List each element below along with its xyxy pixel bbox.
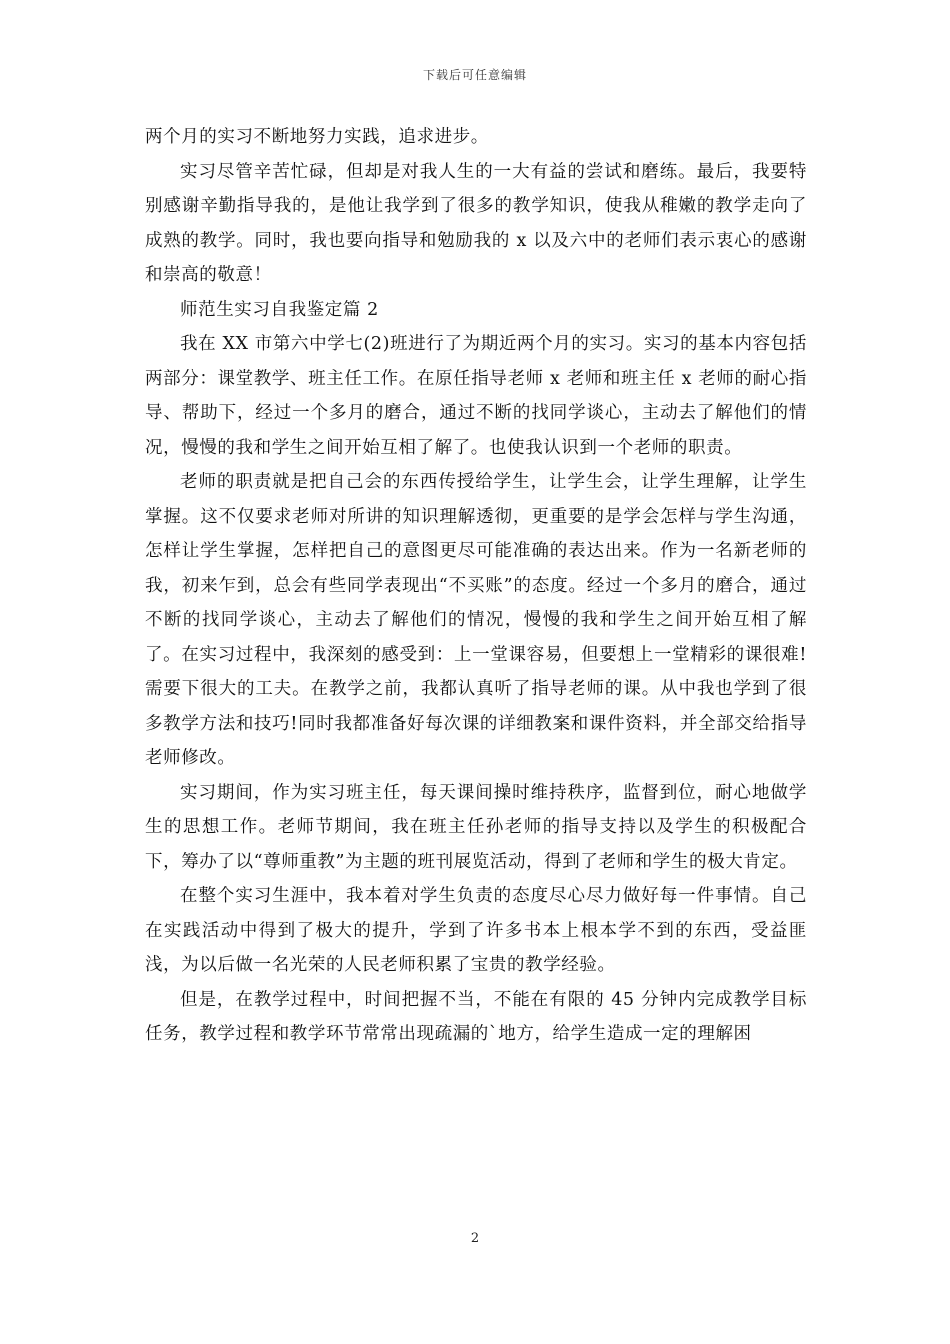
paragraph: 老师的职责就是把自己会的东西传授给学生，让学生会，让学生理解，让学生掌握。这不仅要求老师对所讲的知识理解透彻，更重要的是学会怎样与学生沟通，怎样让学生掌握，怎样把自己的意图更尽可能准确的表达出来。作为一名新老师的我，初来乍到，总会有些同学表现出“不买账”的态度。经过一个多月的磨合，通过不断的找同学谈心，主动去了解他们的情况，慢慢的我和学生之间开始互相了解了。在实习过程中，我深刻的感受到：上一堂课容易，但要想上一堂精彩的课很难!需要下很大的工夫。在教学之前，我都认真听了指导老师的课。从中我也学到了很多教学方法和技巧!同时我都准备好每次课的详细教案和课件资料，并全部交给指导老师修改。	[145, 472, 807, 768]
document-body	[145, 120, 807, 1052]
paragraph: 实习期间，作为实习班主任，每天课间操时维持秩序，监督到位，耐心地做学生的思想工作。老师节期间，我在班主任孙老师的指导支持以及学生的积极配合下，筹办了以“尊师重教”为主题的班刊展览活动，得到了老师和学生的极大肯定。	[145, 782, 807, 872]
page-header: 下载后可任意编辑	[422, 68, 527, 82]
paragraph: 但是，在教学过程中，时间把握不当，不能在有限的 45 分钟内完成教学目标任务，教学过程和教学环节常常出现疏漏的`地方，给学生造成一定的理解困	[145, 989, 807, 1044]
page-number: 2	[470, 1231, 480, 1246]
paragraph: 实习尽管辛苦忙碌，但却是对我人生的一大有益的尝试和磨练。最后，我要特别感谢辛勤指导我的，是他让我学到了很多的教学知识，使我从稚嫩的教学走向了成熟的教学。同时，我也要向指导和勉励我的 x 以及六中的老师们表示衷心的感谢和崇高的敬意！	[145, 161, 807, 285]
paragraph: 在整个实习生涯中，我本着对学生负责的态度尽心尽力做好每一件事情。自己在实践活动中得到了极大的提升，学到了许多书本上根本学不到的东西，受益匪浅，为以后做一名光荣的人民老师积累了宝贵的教学经验。	[145, 886, 807, 975]
section-heading: 师范生实习自我鉴定篇 2	[180, 299, 379, 320]
paragraph: 我在 XX 市第六中学七(2)班进行了为期近两个月的实习。实习的基本内容包括两部分：课堂教学、班主任工作。在原任指导老师 x 老师和班主任 x 老师的耐心指导、帮助下，经过一个多月的磨合，通过不断的找同学谈心，主动去了解他们的情况，慢慢的我和学生之间开始互相了解了。也使我认识到一个老师的职责。	[145, 334, 807, 458]
paragraph: 两个月的实习不断地努力实践，追求进步。	[145, 127, 489, 147]
